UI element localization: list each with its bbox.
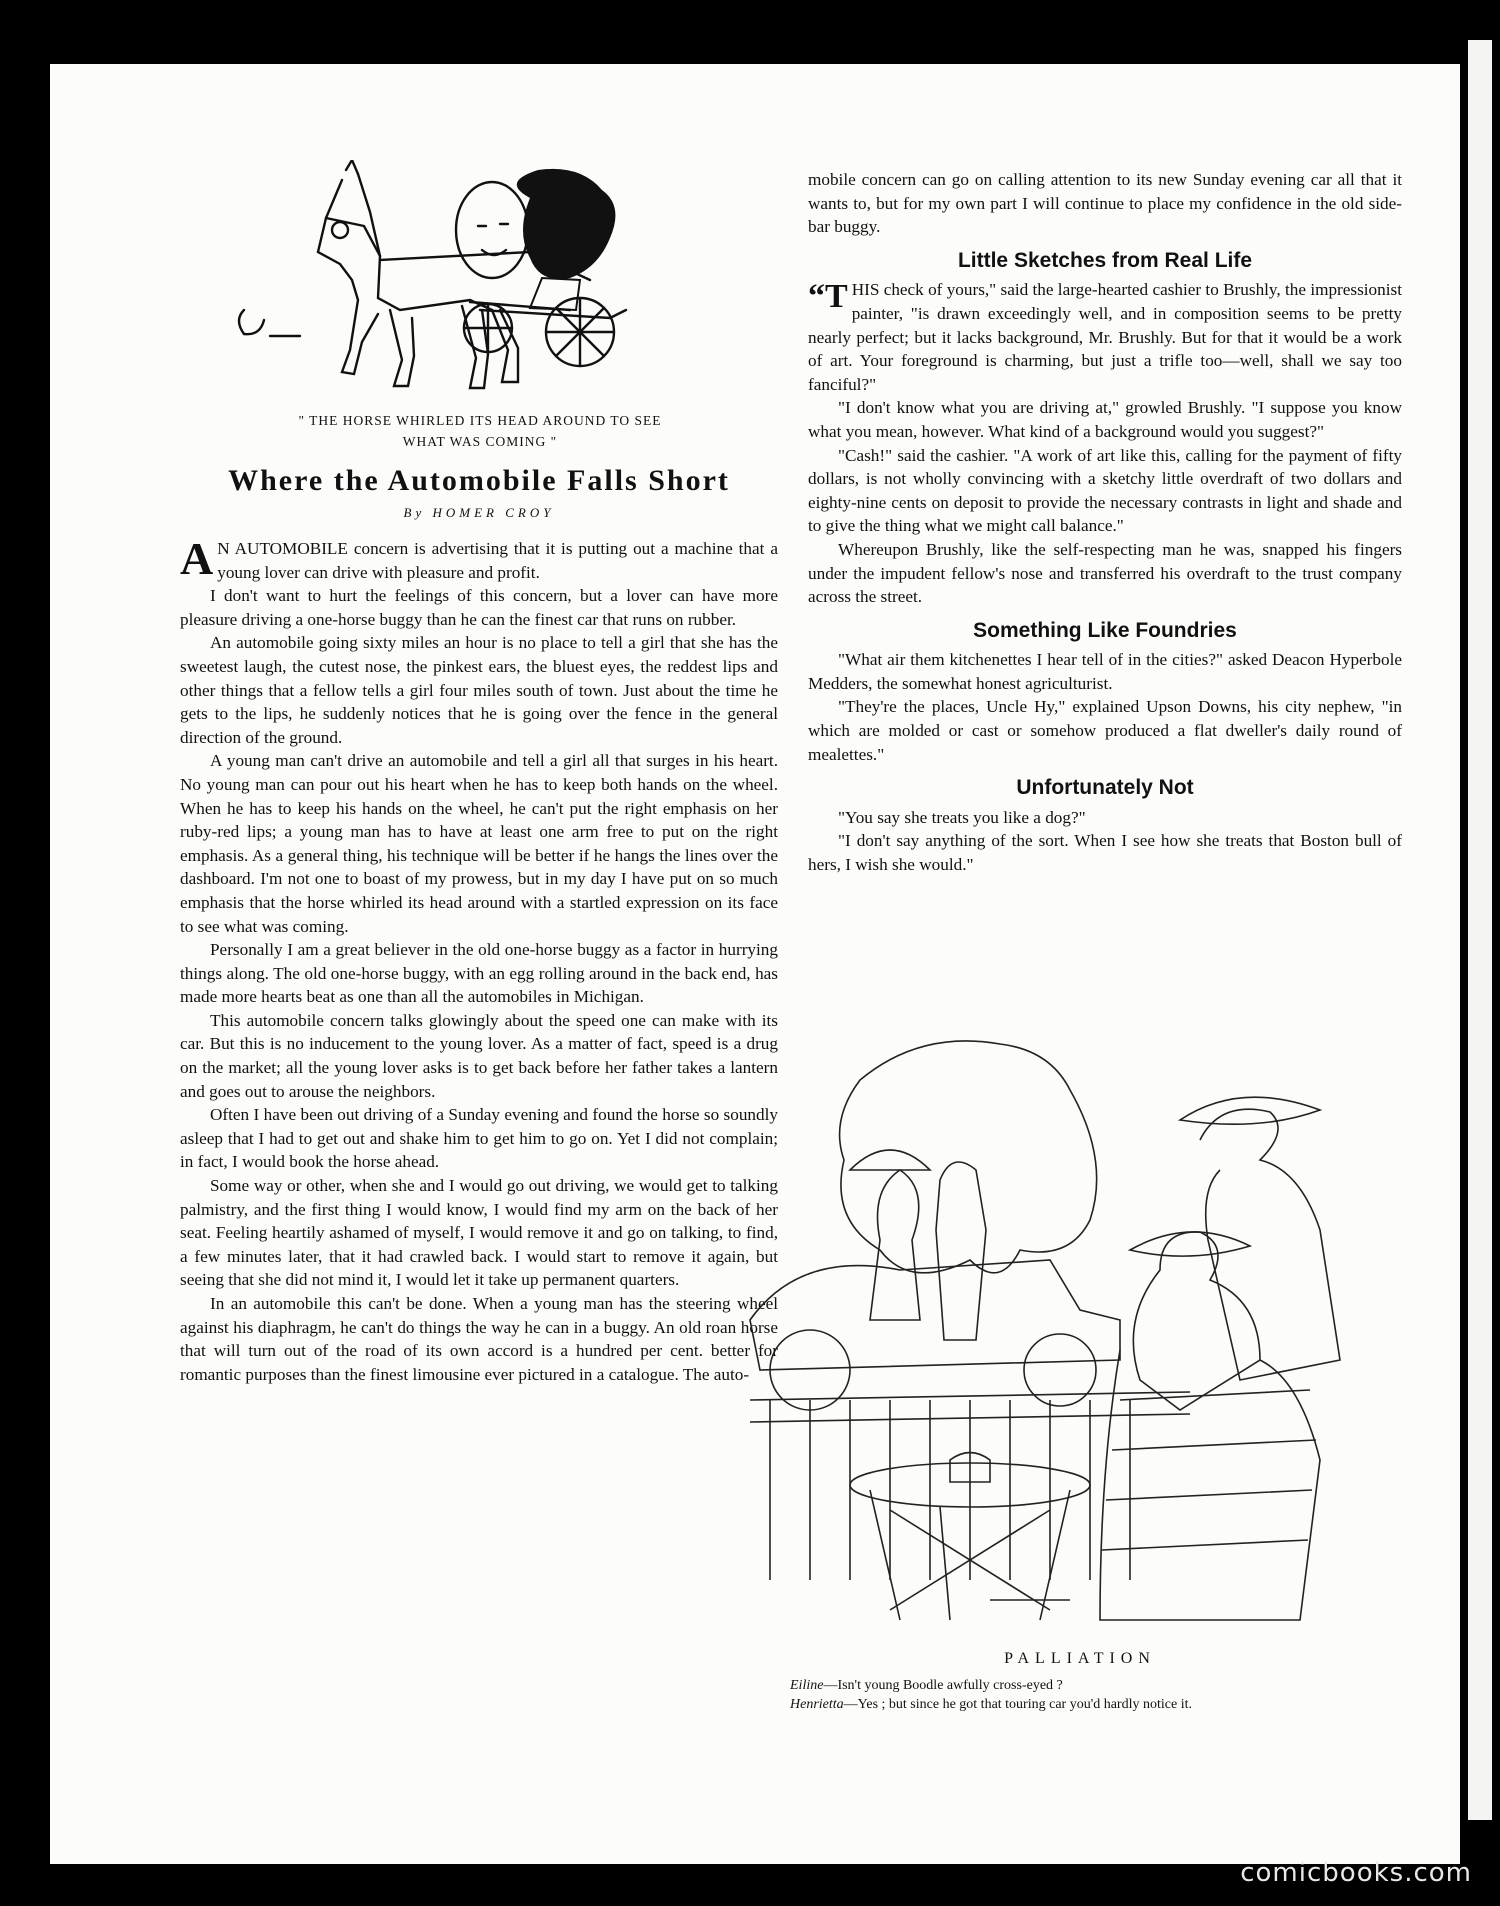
cartoon-title: PALLIATION xyxy=(1004,1650,1156,1667)
speaker-eiline: Eiline xyxy=(790,1678,824,1693)
adjacent-page-edge xyxy=(1468,40,1492,1820)
article-byline: By HOMER CROY xyxy=(403,505,555,520)
caption-line-1: " THE HORSE WHIRLED ITS HEAD AROUND TO SEE xyxy=(298,413,662,428)
section-heading: Something Like Foundries xyxy=(973,618,1237,642)
article-paragraph: Some way or other, when she and I would go out driving, we would get to talking palmistry, and the first thing I would know, I would find my arm on the back of her seat. Feeling heartily ashamed of myself, I would remove it and go on talking, to find, a few minutes later, that it had crawled back. I would start to remove it again, but seeing that she did not mind it, I would let it take up permanent quarters. xyxy=(180,1176,778,1290)
porch-scene-illustration xyxy=(740,1020,1420,1640)
article-paragraph: An automobile going sixty miles an hour is no place to tell a girl that she has the sweetest laugh, the cutest nose, the pinkest ears, the bluest eyes, the reddest lips and other things that a fellow tells a girl four miles south of town. Just about the time he gets to the lips, he suddenly notices that he is going over the fence in the general direction of the ground. xyxy=(180,633,778,747)
article-paragraph: A young man can't drive an automobile and tell a girl all that surges in his heart. No young man can pour out his heart when he has to keep both hands on the wheel. When he has to keep his hands on the wheel, he can't put the right emphasis on her ruby-red lips; a young man has to have at least one arm free to put on the right emphasis. As a general thing, his technique will be better if he hangs the lines over the dashboard. I'm not one to boast of my prowess, but in my day I have put on so much emphasis that the horse whirled its head around with a startled expression on its face to see what was coming. xyxy=(180,751,778,936)
sketch-paragraph: "Cash!" said the cashier. "A work of art like this, calling for the payment of fifty dollars, is not wholly convincing with a sketchy little overdraft of two dollars and eighty-nine cents on deposit to provide the necessary contrasts in light and shade and to give the thing what we might call balance." xyxy=(808,445,1402,536)
dialogue-text: —Isn't young Boodle awfully cross-eyed ? xyxy=(823,1678,1063,1693)
joke-paragraph: "You say she treats you like a dog?" xyxy=(838,807,1086,827)
article-paragraph: This automobile concern talks glowingly about the speed one can make with its car. But this is no inducement to the young lover. As a matter of fact, speed is a drug on the market; all the young lover asks is to get back before her father takes a lantern and goes out to arouse the neighbors. xyxy=(180,1010,778,1101)
dialogue-line-1 xyxy=(790,1676,1410,1695)
section-heading: Unfortunately Not xyxy=(1016,776,1194,800)
paragraph-text: HIS check of yours," said the large-hearted cashier to Brushly, the impressionist painter, "is drawn exceedingly well, and in composition seems to be pretty nearly perfect; but it lacks background, Mr. Brushly. But for that it would be a work of art. Your foreground is charming, but just a trifle too—well, shall we say too fanciful?" xyxy=(808,280,1402,394)
article-continuation: mobile concern can go on calling attention to its new Sunday evening car all that it wants to, but for my own part I will continue to place my confidence in the old side-bar buggy. xyxy=(808,170,1402,237)
right-column xyxy=(808,168,1402,877)
foundries-paragraph: "What air them kitchenettes I hear tell of in the cities?" asked Deacon Hyperbole Medders, the somewhat honest agriculturist. xyxy=(808,650,1402,693)
sketch-paragraph xyxy=(808,278,1402,396)
horse-buggy-illustration xyxy=(230,160,750,400)
section-heading: Little Sketches from Real Life xyxy=(957,248,1253,272)
joke-paragraph: "I don't say anything of the sort. When I see how she treats that Boston bull of hers, I wish she would." xyxy=(808,831,1402,875)
speaker-henrietta: Henrietta xyxy=(790,1697,844,1712)
paragraph-text: N AUTOMOBILE concern is advertising that it is putting out a machine that a young lover can drive with pleasure and profit. xyxy=(217,539,778,582)
dialogue-text: —Yes ; but since he got that touring car you'd hardly notice it. xyxy=(843,1697,1192,1712)
illustration-caption xyxy=(230,410,730,452)
left-column xyxy=(180,533,778,1386)
foundries-paragraph: "They're the places, Uncle Hy," explained Upson Downs, his city nephew, "in which are molded or cast or somehow produced a flat dweller's daily round of mealettes." xyxy=(808,697,1402,764)
article-paragraph: I don't want to hurt the feelings of this concern, but a lover can have more pleasure driving a one-horse buggy than he can the finest car that runs on rubber. xyxy=(180,586,778,629)
article-paragraph: Often I have been out driving of a Sunday evening and found the horse so soundly asleep that I had to get out and shake him to get him to go on. Yet I did not complain; in fact, I would book the horse ahead. xyxy=(180,1105,778,1172)
article-paragraph: In an automobile this can't be done. When a young man has the steering wheel against his diaphragm, he can't do things the way he can in a buggy. An old roan horse that will turn out of the road of its own accord is a hundred per cent. better for romantic purposes than the finest limousine ever pictured in a catalogue. The auto- xyxy=(180,1294,778,1384)
site-watermark: comicbooks.com xyxy=(1240,1858,1472,1888)
article-title: Where the Automobile Falls Short xyxy=(228,464,730,497)
sketch-paragraph: Whereupon Brushly, like the self-respecting man he was, snapped his fingers under the impudent fellow's nose and transferred his overdraft to the trust company across the street. xyxy=(808,539,1402,607)
article-paragraph xyxy=(180,533,778,584)
caption-line-2: WHAT WAS COMING " xyxy=(402,434,558,449)
cartoon-dialogue xyxy=(790,1676,1410,1714)
drop-cap: “T xyxy=(808,278,848,316)
drop-cap: A xyxy=(180,533,214,584)
dialogue-line-2 xyxy=(790,1695,1410,1714)
sketch-paragraph: "I don't know what you are driving at," growled Brushly. "I suppose you know what you mean, however. What kind of a background would you suggest?" xyxy=(808,398,1402,441)
article-paragraph: Personally I am a great believer in the old one-horse buggy as a factor in hurrying things along. The old one-horse buggy, with an egg rolling around in the back end, has made more hearts beat as one than all the automobiles in Michigan. xyxy=(180,940,778,1007)
